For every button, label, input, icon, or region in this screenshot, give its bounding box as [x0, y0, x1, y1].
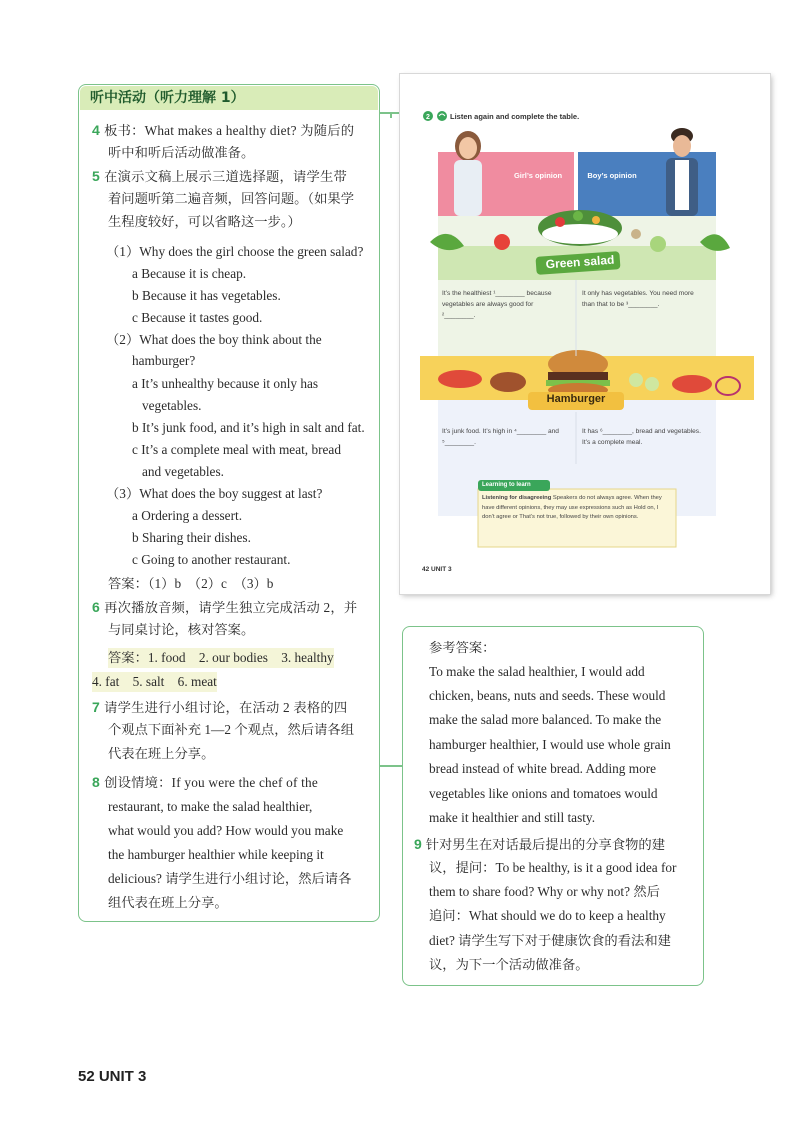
- patty-icon: [490, 372, 526, 392]
- teacher-note-line: （1）Why does the girl choose the green salad?: [106, 244, 364, 259]
- step-number: 7: [92, 699, 105, 715]
- step-text: 请学生进行小组讨论，在活动 2 表格的四: [104, 700, 348, 715]
- teacher-note-line: 与同桌讨论，核对答案。: [108, 622, 255, 637]
- teacher-note-line: a It’s unhealthy because it only has: [132, 376, 319, 391]
- teacher-note-line: 个观点下面补充 1—2 个观点，然后请各组: [108, 722, 354, 737]
- teacher-note-line: 答案：1. food 2. our bodies 3. healthy: [108, 648, 334, 668]
- page-footer: 52 UNIT 3: [78, 1068, 147, 1085]
- tomato-icon: [494, 234, 510, 250]
- section-header: 听中活动（听力理解 1）: [80, 86, 378, 110]
- step-text: 创设情境：If you were the chef of the: [104, 775, 318, 790]
- step-number: 9: [414, 836, 426, 852]
- teacher-note-line: what would you add? How would you make: [108, 823, 344, 838]
- step-number: 6: [92, 599, 105, 615]
- teacher-note-line: c It’s a complete meal with meat, bread: [132, 442, 341, 457]
- salad-girl-opinion: It’s the healthiest ¹________ because vegetables are always good for ²________.: [442, 290, 552, 319]
- teacher-note-line: [92, 597, 357, 618]
- salad-title: Green salad: [545, 252, 615, 272]
- teacher-note-line: [92, 697, 347, 718]
- step-text: 板书：What makes a healthy diet? 为随后的: [104, 123, 355, 138]
- textbook-page: [400, 74, 770, 594]
- connector-line: [390, 112, 392, 118]
- textbook-page-number: 42 UNIT 3: [422, 566, 452, 573]
- reference-answer-line: make it healthier and still tasty.: [429, 810, 596, 825]
- teacher-note-line: a Ordering a dessert.: [132, 508, 243, 523]
- learning-body: Speakers do not always agree. When they have different opinions, they may use expressions such as Hold on, I don’t agree or That’s not true, followed by their own opinions.: [482, 495, 662, 520]
- teacher-note-line: b It’s junk food, and it’s high in salt and fat.: [132, 420, 365, 435]
- teacher-note-line: restaurant, to make the salad healthier,: [108, 799, 313, 814]
- teacher-note-line: [92, 166, 347, 187]
- teacher-note-line: 4. fat 5. salt 6. meat: [92, 672, 217, 692]
- cucumber-slice-icon: [629, 373, 643, 387]
- reference-answer-line: diet? 请学生写下对于健康饮食的看法和建: [429, 933, 671, 948]
- teacher-note-line: the hamburger healthier while keeping it: [108, 847, 324, 862]
- reference-answer-line: make the salad more balanced. To make the: [429, 712, 662, 727]
- cucumber-icon: [650, 236, 666, 252]
- step-number: 4: [92, 122, 105, 138]
- step-number: 5: [92, 168, 105, 184]
- reference-answer-line: them to share food? Why or why not? 然后: [429, 884, 660, 899]
- learning-title: Listening for disagreeing: [482, 495, 552, 501]
- teacher-note-line: 代表在班上分享。: [108, 746, 215, 761]
- step-text: 在演示文稿上展示三道选择题，请学生带: [104, 169, 348, 184]
- reference-answer-line: To make the salad healthier, I would add: [429, 664, 645, 679]
- teacher-note-line: hamburger?: [132, 353, 196, 368]
- burger-girl-opinion: It’s junk food. It’s high in ⁴________ and ⁵________.: [442, 428, 559, 446]
- reference-answer-line: 议，提问：To be healthy, is it a good idea for: [429, 860, 677, 875]
- teacher-note-line: [92, 120, 354, 141]
- activity-instruction: Listen again and complete the table.: [450, 112, 580, 121]
- reference-answer-line: vegetables like onions and tomatoes would: [429, 786, 658, 801]
- connector-line: [380, 765, 402, 767]
- teacher-note-line: （2）What does the boy think about the: [106, 332, 322, 347]
- girl-opinion-label: Girl’s opinion: [513, 171, 563, 180]
- step-text: 针对男生在对话最后提出的分享食物的建: [425, 837, 666, 852]
- burger-boy-opinion: It has ⁶________, bread and vegetables. It’s a complete meal.: [582, 428, 701, 446]
- teacher-note-line: [92, 772, 318, 793]
- reference-answer-line: chicken, beans, nuts and seeds. These would: [429, 688, 666, 703]
- reference-answer-line: 议，为下一个活动做准备。: [429, 957, 589, 972]
- teacher-note-line: and vegetables.: [142, 464, 224, 479]
- girl-face: [459, 137, 477, 159]
- step-number: 8: [92, 774, 105, 790]
- boy-face: [673, 135, 691, 157]
- svg-text:2: 2: [426, 114, 430, 121]
- teacher-note-line: （3）What does the boy suggest at last?: [106, 486, 323, 501]
- teacher-note-line: 听中和听后活动做准备。: [108, 145, 255, 160]
- learning-tab-label: Learning to learn: [482, 482, 531, 488]
- tomato-slice-icon: [438, 370, 482, 388]
- teacher-note-line: delicious? 请学生进行小组讨论，然后请各: [108, 871, 352, 886]
- teacher-note-line: 着问题听第二遍音频，回答问题。（如果学: [108, 191, 354, 206]
- reference-answer-line: [414, 834, 665, 855]
- teacher-note-line: 答案：（1）b （2）c （3）b: [108, 576, 274, 591]
- teacher-note-line: 生程度较好，可以省略这一步。）: [108, 214, 301, 229]
- reference-answer-line: hamburger healthier, I would use whole grain: [429, 737, 671, 752]
- girl-shirt: [454, 160, 482, 216]
- teacher-note-line: c Because it tastes good.: [132, 310, 263, 325]
- teacher-note-line: vegetables.: [142, 398, 202, 413]
- burger-title: Hamburger: [546, 393, 606, 405]
- teacher-note-line: b Sharing their dishes.: [132, 530, 251, 545]
- teacher-note-line: 组代表在班上分享。: [108, 895, 228, 910]
- learning-text: [482, 494, 672, 523]
- reference-answer-line: 参考答案：: [429, 640, 496, 655]
- reference-answer-line: 追问：What should we do to keep a healthy: [429, 908, 666, 923]
- teacher-note-line: b Because it has vegetables.: [132, 288, 281, 303]
- reference-answer-line: bread instead of white bread. Adding more: [429, 761, 657, 776]
- listening-icon: [437, 111, 447, 121]
- salad-boy-opinion: It only has vegetables. You need more than that to be ³________.: [582, 290, 694, 308]
- boy-opinion-label: Boy’s opinion: [587, 171, 637, 180]
- teacher-note-line: a Because it is cheap.: [132, 266, 247, 281]
- teacher-note-line: c Going to another restaurant.: [132, 552, 291, 567]
- step-text: 再次播放音频，请学生独立完成活动 2，并: [104, 600, 358, 615]
